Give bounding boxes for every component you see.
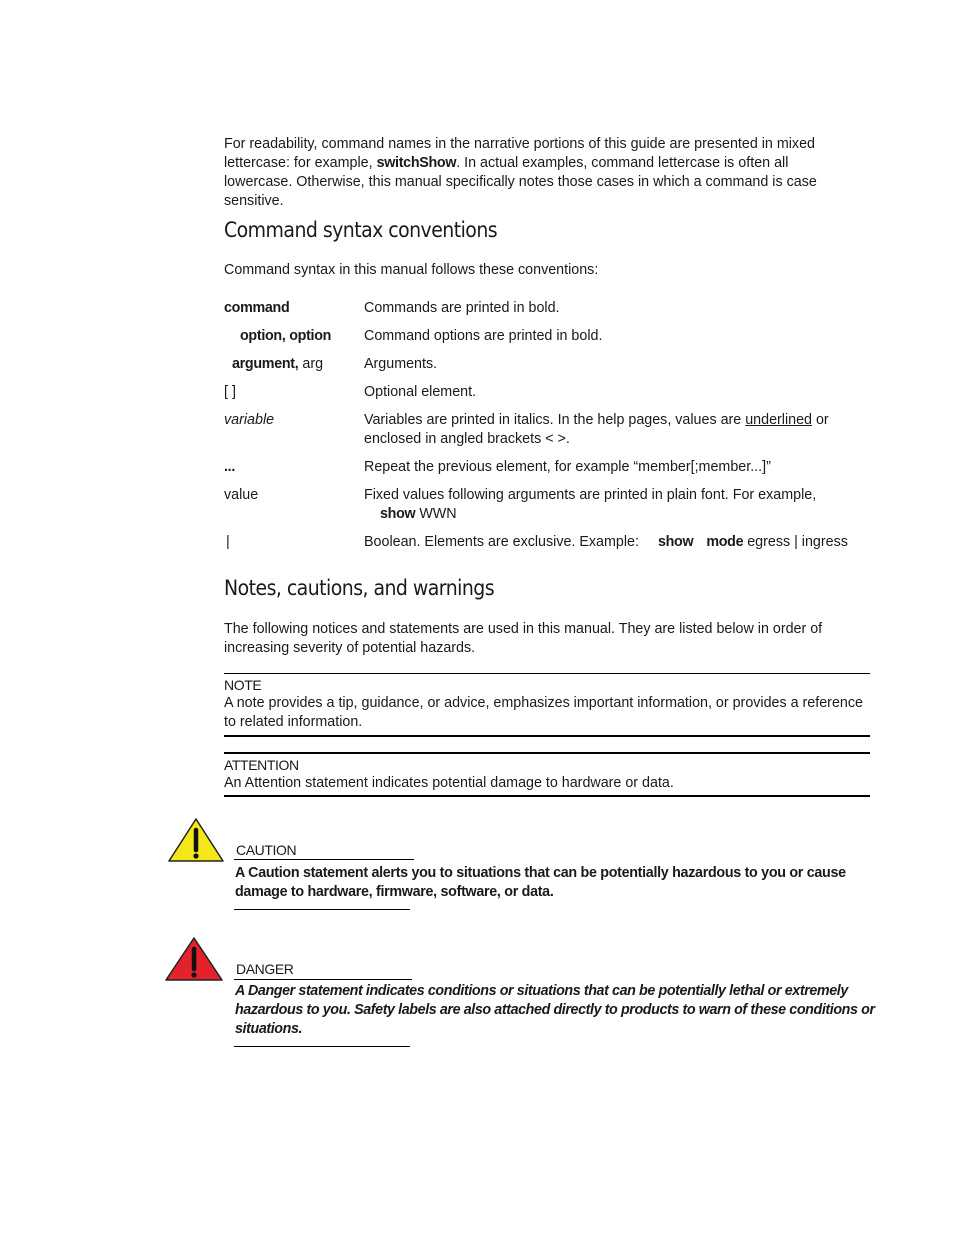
desc-boolean [364, 533, 864, 552]
term-boolean: | [226, 534, 230, 550]
note-top-rule [224, 673, 870, 674]
value-example-plain: WWN [415, 506, 457, 522]
danger-bottom-rule [234, 1046, 410, 1047]
desc-variable-underlined: underlined [745, 412, 812, 428]
attention-label: ATTENTION [224, 757, 299, 773]
attention-bottom-rule [224, 795, 870, 797]
attention-text: An Attention statement indicates potential damage to hardware or data. [224, 775, 674, 791]
term-value: value [224, 487, 259, 503]
boolean-example-show: show [657, 534, 694, 550]
desc-command: Commands are printed in bold. [364, 300, 560, 316]
note-text: A note provides a tip, guidance, or advice, emphasizes important information, or provides a reference to related information. [224, 695, 863, 730]
term-argument-plain: arg [298, 356, 324, 372]
desc-variable-after: or enclosed in angled brackets < >. [364, 412, 829, 447]
boolean-example-rest: egress | ingress [743, 534, 848, 550]
term-variable: variable [224, 412, 275, 428]
syntax-intro: Command syntax in this manual follows these conventions: [224, 262, 599, 278]
desc-variable-before: Variables are printed in italics. In the help pages, values are [364, 412, 746, 428]
intro-text-before: For readability, command names in the narrative portions of this guide are presented in mixed lettercase: for example, [224, 136, 815, 171]
desc-option: Command options are printed in bold. [364, 328, 603, 344]
desc-value: Fixed values following arguments are printed in plain font. For example, [364, 487, 817, 503]
caution-text: A Caution statement alerts you to situations that can be potentially hazardous to you or cause damage to hardware, firmware, software, or data. [235, 865, 846, 900]
intro-command-example: switchShow [376, 155, 457, 171]
term-argument-bold: argument, [232, 356, 299, 372]
danger-triangle-icon [164, 936, 224, 982]
danger-text: A Danger statement indicates conditions or situations that can be potentially lethal or extremely hazardous to you. Safety labels are also attached directly to products to warn of these conditions or situations. [235, 983, 875, 1037]
desc-value-example [380, 505, 457, 524]
term-argument [232, 355, 323, 374]
syntax-heading: Command syntax conventions [224, 218, 498, 242]
notes-heading: Notes, cautions, and warnings [224, 576, 495, 600]
term-repeat: ... [224, 459, 236, 475]
intro-text-after: . In actual examples, command lettercase is often all lowercase. Otherwise, this manual specifically notes those cases in which a command is case sensitive. [224, 155, 817, 209]
attention-top-rule [224, 752, 870, 754]
caution-label: CAUTION [236, 842, 297, 858]
desc-optional: Optional element. [364, 384, 477, 400]
notes-intro: The following notices and statements are used in this manual. They are listed below in order of increasing severity of potential hazards. [224, 621, 823, 656]
boolean-example-mode: mode [706, 534, 744, 550]
danger-label: DANGER [236, 961, 294, 977]
desc-argument: Arguments. [364, 356, 438, 372]
danger-label-rule [234, 979, 412, 980]
term-optional: [ ] [224, 384, 236, 400]
term-command: command [224, 300, 290, 316]
note-label: NOTE [224, 677, 262, 693]
term-option: option, option [240, 328, 332, 344]
note-bottom-rule [224, 735, 870, 737]
desc-variable [364, 411, 864, 449]
warning-triangle-icon [167, 817, 225, 863]
caution-label-rule [234, 859, 414, 860]
caution-bottom-rule [234, 909, 410, 910]
desc-repeat: Repeat the previous element, for example “member[;member...]” [364, 459, 771, 475]
value-example-bold: show [380, 506, 416, 522]
desc-boolean-text: Boolean. Elements are exclusive. Example: [364, 534, 639, 550]
intro-paragraph [224, 135, 854, 211]
